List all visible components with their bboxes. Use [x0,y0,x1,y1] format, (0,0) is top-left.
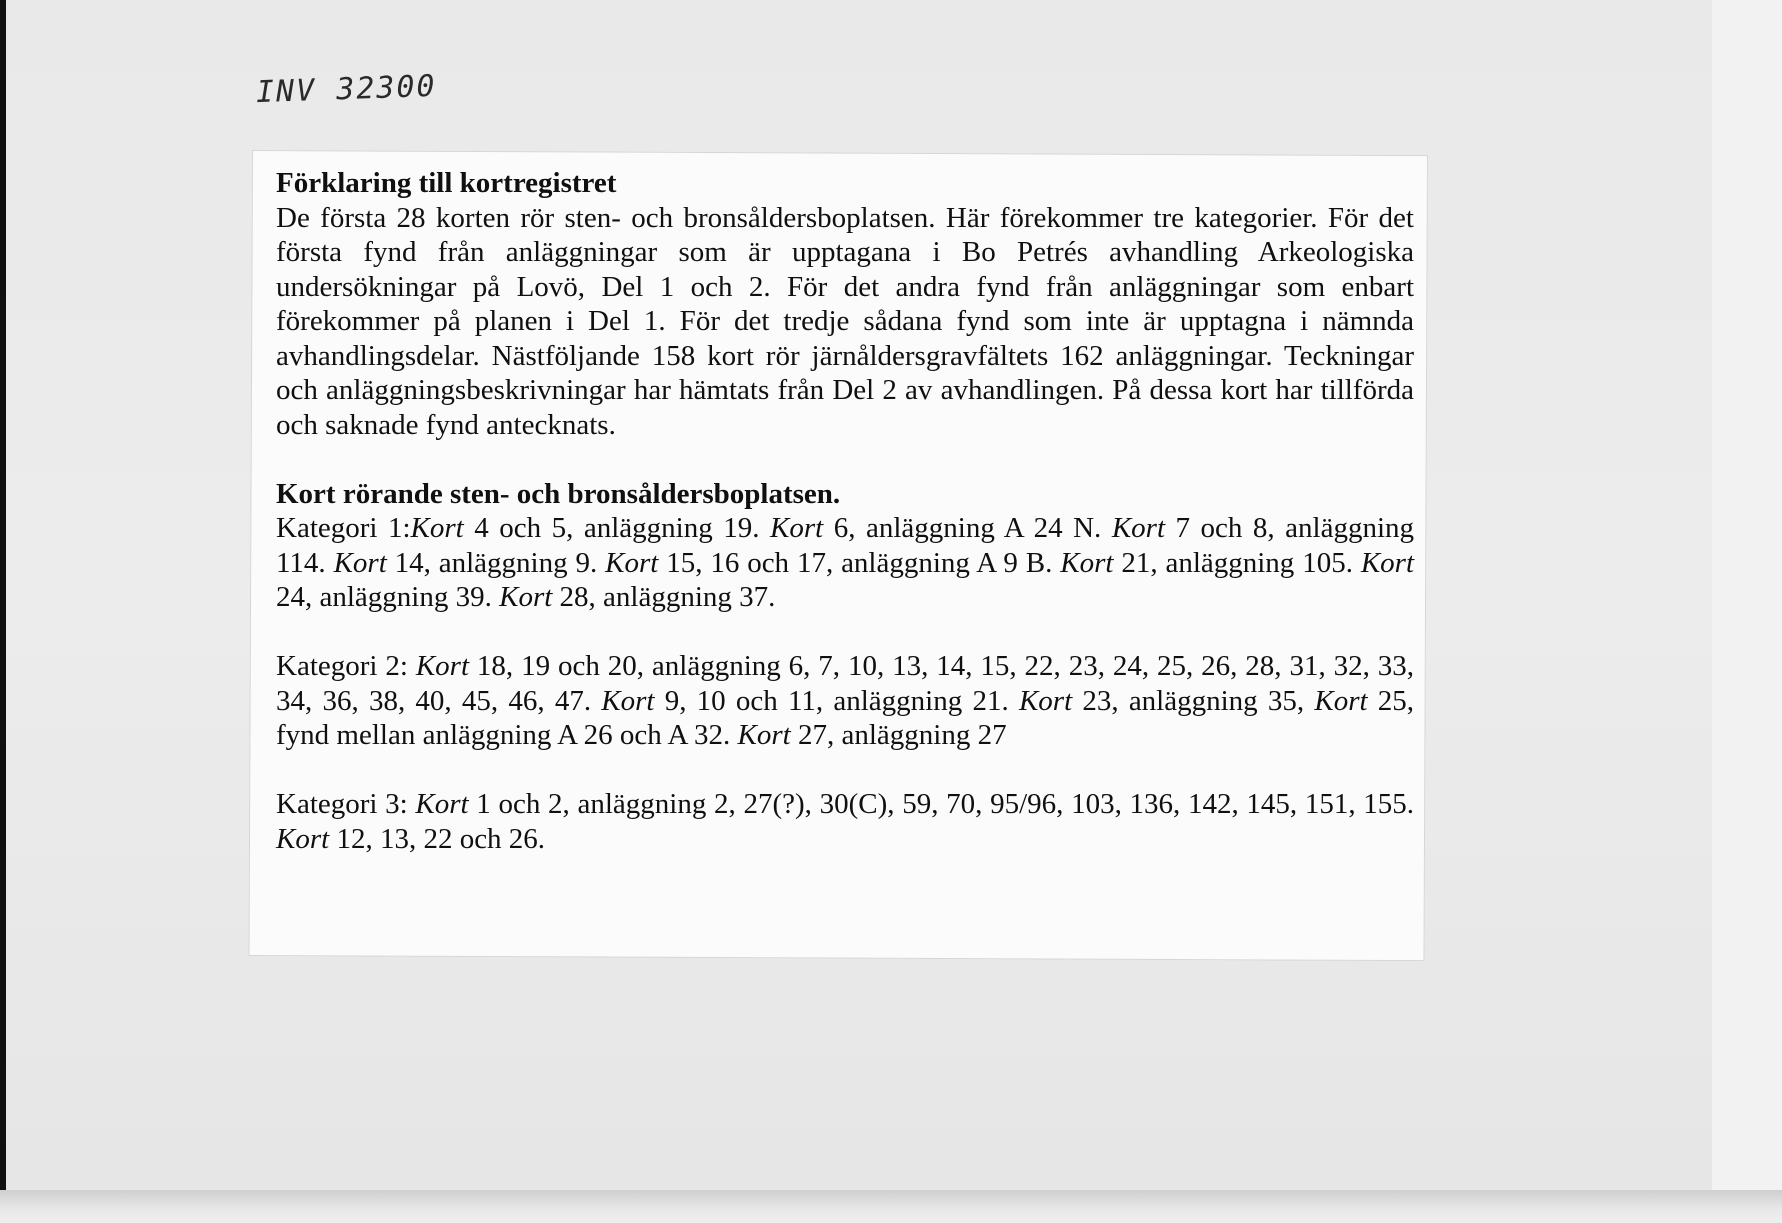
category-1-paragraph [276,511,1414,615]
cat1-text: 24, anläggning 39. [276,581,500,613]
inventory-number: INV 32300 [255,68,438,111]
kort-word: Kort [601,684,655,717]
cat1-text: 14, anläggning 9. [386,546,606,579]
cat3-text: 1 och 2, anläggning 2, 27(?), 30(C), 59, 70, 95/96, 103, 136, 142, 145, 151, 155. [468,788,1415,820]
kort-word: Kort [605,546,659,579]
cat2-text: 25, fynd mellan anläggning A 26 och A 32. [276,684,1415,751]
kort-word: Kort [1111,512,1165,544]
cat1-text: 6, anläggning A 24 N. [823,512,1112,544]
section2-heading: Kort rörande sten- och bronsåldersboplatsen. [276,477,841,510]
kort-word: Kort [770,512,824,544]
kort-word: Kort [333,546,387,579]
cat3-text: 12, 13, 22 och 26. [329,822,546,855]
kort-word: Kort [415,650,470,682]
cat2-text: 9, 10 och 11, anläggning 21. [654,684,1019,717]
kort-word: Kort [1314,684,1368,717]
kort-word: Kort [1060,546,1114,579]
kort-word: Kort [276,822,330,855]
kort-word: Kort [499,581,553,613]
cat1-text: 7 och 8, anläggning 114. [276,512,1415,579]
category-2-label: Kategori 2: [276,650,408,682]
cat2-text: 18, 19 och 20, anläggning 6, 7, 10, 13, 14, 15, 22, 23, 24, 25, 26, 28, 31, 32, 33, 34, 36, 38, 40, 45, 46, 47. [276,650,1415,717]
card-edge-bottom [0,1190,1782,1223]
document-text [276,166,1414,856]
cat2-text: 27, anläggning 27 [790,719,1007,751]
kort-word: Kort [1360,546,1415,579]
cat1-text: 28, anläggning 37. [552,581,776,613]
cat2-text: 23, anläggning 35, [1072,684,1315,717]
category-3-paragraph [276,787,1414,856]
category-3-label: Kategori 3: [276,788,408,820]
kort-word: Kort [410,512,464,544]
card-edge-right [1712,0,1782,1223]
category-2-paragraph [276,649,1414,753]
section1-body: De första 28 korten rör sten- och bronsåldersboplatsen. Här förekommer tre kategorier. För det första fynd från anläggningar som är upptagana i Bo Petrés avhandling Arkeologiska undersökningar på Lovö, Del 1 och 2. För det andra fynd från anläggningar som enbart förekommer på planen i Del 1. För det tredje sådana fynd som inte är upptagna i nämnda avhandlingsdelar. Nästföljande 158 kort rör järnåldersgravfältets 162 anläggningar. Teckningar och anläggningsbeskrivningar har hämtats från Del 2 av avhandlingen. På dessa kort har tillförda och saknade fynd antecknats. [276,201,1414,441]
cat1-text: 4 och 5, anläggning 19. [463,512,771,544]
kort-word: Kort [1018,684,1073,717]
category-1-label: Kategori 1: [276,512,411,544]
kort-word: Kort [737,719,791,751]
cat1-text: 21, anläggning 105. [1113,546,1361,579]
cat1-text: 15, 16 och 17, anläggning A 9 B. [658,546,1061,579]
kort-word: Kort [415,788,469,820]
section1-heading: Förklaring till kortregistret [276,167,617,199]
